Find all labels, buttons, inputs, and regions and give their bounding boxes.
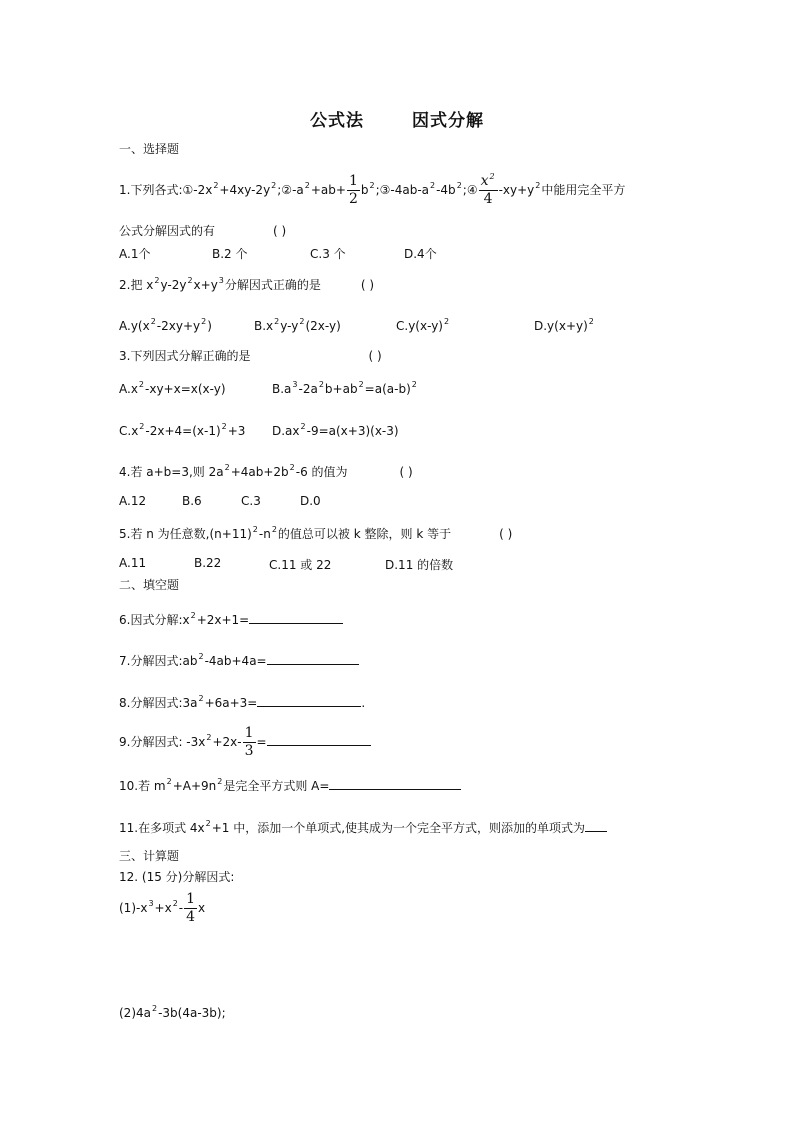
q4-exp: 2 <box>224 463 230 472</box>
q8-text: . <box>361 696 366 710</box>
q1-text: b <box>360 183 369 197</box>
option-text: -2xy+y <box>156 319 201 333</box>
option-text: C.y(x-y) <box>396 319 443 333</box>
q12-exp: 3 <box>148 899 154 908</box>
denominator: 2 <box>348 191 358 207</box>
q12-text: +x <box>154 901 172 915</box>
q1-option-b: B.2 个 <box>212 247 248 261</box>
q12-text: (1)-x <box>119 901 148 915</box>
fraction <box>347 173 360 208</box>
q12-text: -3b(4a-3b); <box>158 1006 226 1020</box>
option-text: D.ax <box>272 424 300 438</box>
numerator <box>479 173 498 191</box>
q4-text: 4.若 a+b=3,则 2a <box>119 465 224 479</box>
q7-text: -4ab+4a= <box>204 654 267 668</box>
q12-exp: 2 <box>172 899 178 908</box>
option-exp: 2 <box>139 422 145 431</box>
denominator: 4 <box>483 191 493 207</box>
option-text: y-y <box>280 319 299 333</box>
option-text: D.y(x+y) <box>534 319 588 333</box>
q1-exp: 2 <box>430 181 436 190</box>
title-part-1: 公式法 <box>310 111 364 131</box>
option-exp: 2 <box>201 317 207 326</box>
q11-text: +1 中，添加一个单项式,使其成为一个完全平方式，则添加的单项式为 <box>211 821 586 835</box>
numerator: 1 <box>348 173 358 189</box>
denominator: 3 <box>244 743 254 759</box>
numerator: 1 <box>244 725 254 741</box>
q9-text: 9.分解因式: -3x <box>119 735 206 749</box>
q2-text: x+y <box>193 278 218 292</box>
q5-option-a: A.11 <box>119 556 147 570</box>
q4-option-a: A.12 <box>119 494 147 508</box>
q12-exp: 2 <box>152 1004 158 1013</box>
question-10 <box>119 777 461 794</box>
answer-blank[interactable] <box>257 694 361 707</box>
question-3 <box>119 348 382 364</box>
option-exp: 2 <box>299 317 305 326</box>
numerator: 1 <box>186 891 196 907</box>
answer-paren: ( ) <box>499 527 513 541</box>
q10-text: 是完全平方式则 A= <box>223 779 330 793</box>
option-text: (2x-y) <box>305 319 341 333</box>
q3-option-b <box>272 382 418 396</box>
numerator-var: x <box>480 173 489 189</box>
question-5 <box>119 526 512 542</box>
q8-exp: 2 <box>198 694 204 703</box>
q2-text: 分解因式正确的是 <box>224 278 321 292</box>
q1-text: 1.下列各式:①-2x <box>119 183 213 197</box>
answer-blank[interactable] <box>267 652 359 665</box>
q10-text: 10.若 m <box>119 779 166 793</box>
option-text: -9=a(x+3)(x-3) <box>306 424 399 438</box>
q10-text: +A+9n <box>172 779 217 793</box>
q12-text: (2)4a <box>119 1006 151 1020</box>
option-exp: 2 <box>411 380 417 389</box>
q9-text: = <box>256 735 267 749</box>
q4-text: +4ab+2b <box>230 465 289 479</box>
option-text: -2a <box>298 382 318 396</box>
q6-text: +2x+1= <box>196 613 250 627</box>
section-heading-fill: 二、填空题 <box>119 578 180 592</box>
q1-text: ;④ <box>462 183 478 197</box>
q6-exp: 2 <box>190 611 196 620</box>
q1-exp: 2 <box>304 181 310 190</box>
title-part-2: 因式分解 <box>412 111 484 131</box>
answer-blank[interactable] <box>329 777 461 790</box>
q1-option-a: A.1个 <box>119 247 151 261</box>
denominator: 4 <box>186 909 196 925</box>
option-exp: 2 <box>318 380 324 389</box>
question-1 <box>119 170 625 210</box>
numerator-exp: 2 <box>489 172 495 181</box>
q10-exp: 2 <box>166 777 172 786</box>
fraction <box>243 725 256 760</box>
question-12-part-2 <box>119 1005 226 1021</box>
q2-option-c <box>396 319 450 333</box>
option-exp: 2 <box>443 317 450 326</box>
option-text: A.x <box>119 382 138 396</box>
q4-option-b: B.6 <box>182 494 202 508</box>
q1-text: +4xy-2y <box>219 183 271 197</box>
q1-text: ;③-4ab-a <box>375 183 429 197</box>
q7-text: 7.分解因式:ab <box>119 654 198 668</box>
q1-exp: 2 <box>535 181 541 190</box>
q12-text: x <box>198 901 206 915</box>
q10-exp: 2 <box>217 777 223 786</box>
option-exp: 2 <box>300 422 306 431</box>
q8-text: 8.分解因式:3a <box>119 696 198 710</box>
option-text: =a(a-b) <box>364 382 411 396</box>
q9-text: +2x- <box>212 735 242 749</box>
option-text: A.y(x <box>119 319 150 333</box>
q5-text: -n <box>258 527 271 541</box>
question-7 <box>119 652 359 669</box>
option-text: +3 <box>227 424 246 438</box>
question-4 <box>119 464 413 480</box>
question-1-line-2 <box>119 223 286 239</box>
answer-paren: ( ) <box>360 278 375 292</box>
q2-text: 2.把 x <box>119 278 154 292</box>
option-exp: 2 <box>358 380 364 389</box>
question-12: 12. (15 分)分解因式: <box>119 870 235 884</box>
q4-exp: 2 <box>289 463 295 472</box>
q1-exp: 2 <box>456 181 462 190</box>
q3-option-a <box>119 382 226 396</box>
q1-exp: 2 <box>369 181 375 190</box>
q1-text: -xy+y <box>498 183 535 197</box>
q11-text: 11.在多项式 4x <box>119 821 205 835</box>
section-heading-choice: 一、选择题 <box>119 142 180 156</box>
fraction <box>184 891 197 926</box>
fraction <box>479 173 498 208</box>
q2-exp: 2 <box>154 276 160 285</box>
option-exp: 2 <box>274 317 280 326</box>
q5-option-d: D.11 的倍数 <box>385 558 454 572</box>
option-text: ) <box>207 319 212 333</box>
question-12-part-1 <box>119 888 205 928</box>
question-6 <box>119 611 343 628</box>
option-text: B.x <box>254 319 274 333</box>
q2-option-a <box>119 319 212 333</box>
q2-exp: 2 <box>187 276 193 285</box>
q5-text: 5.若 n 为任意数,(n+11) <box>119 527 252 541</box>
option-exp: 2 <box>588 317 594 326</box>
q12-text: - <box>178 901 184 915</box>
option-text: C.x <box>119 424 139 438</box>
q4-text: -6 的值为 <box>295 465 348 479</box>
q1-text: 公式分解因式的有 <box>119 224 216 238</box>
answer-paren: ( ) <box>399 465 413 479</box>
question-9 <box>119 722 371 762</box>
question-11 <box>119 819 607 836</box>
q1-option-d: D.4个 <box>404 247 437 261</box>
q3-text: 3.下列因式分解正确的是 <box>119 349 251 363</box>
answer-blank[interactable] <box>267 733 371 746</box>
q2-text: y-2y <box>160 278 187 292</box>
section-heading-calc: 三、计算题 <box>119 849 180 863</box>
q11-exp: 2 <box>205 819 211 828</box>
q1-text: ;②-a <box>277 183 304 197</box>
q8-text: +6a+3= <box>204 696 258 710</box>
q9-exp: 2 <box>206 733 212 742</box>
q2-option-b <box>254 319 341 333</box>
answer-paren: ( ) <box>273 224 287 238</box>
option-exp: 2 <box>221 422 227 431</box>
q4-option-c: C.3 <box>241 494 261 508</box>
q1-exp: 2 <box>213 181 219 190</box>
q1-text: -4b <box>436 183 456 197</box>
page-title <box>0 106 794 131</box>
q5-option-b: B.22 <box>194 556 222 570</box>
q5-text: 的值总可以被 k 整除，则 k 等于 <box>277 527 452 541</box>
option-text: -xy+x=x(x-y) <box>145 382 226 396</box>
question-8 <box>119 694 365 711</box>
q1-text: 中能用完全平方 <box>541 183 626 197</box>
q5-option-c: C.11 或 22 <box>269 558 332 572</box>
answer-paren: ( ) <box>368 349 382 363</box>
q2-option-d <box>534 319 595 333</box>
q5-exp: 2 <box>271 525 277 534</box>
question-2 <box>119 277 374 293</box>
option-exp: 2 <box>150 317 156 326</box>
q3-option-c <box>119 424 245 438</box>
q1-exp: 2 <box>271 181 277 190</box>
q1-text: +ab+ <box>310 183 346 197</box>
q3-option-d <box>272 424 399 438</box>
answer-blank[interactable] <box>249 611 343 624</box>
option-exp: 2 <box>138 380 145 389</box>
q7-exp: 2 <box>198 652 204 661</box>
option-text: b+ab <box>324 382 358 396</box>
option-exp: 3 <box>292 380 298 389</box>
q4-option-d: D.0 <box>300 494 321 508</box>
option-text: B.a <box>272 382 292 396</box>
q6-text: 6.因式分解:x <box>119 613 190 627</box>
q2-exp: 3 <box>218 276 224 285</box>
q5-exp: 2 <box>252 525 258 534</box>
q1-option-c: C.3 个 <box>310 247 346 261</box>
answer-blank[interactable] <box>585 819 607 832</box>
option-text: -2x+4=(x-1) <box>145 424 221 438</box>
